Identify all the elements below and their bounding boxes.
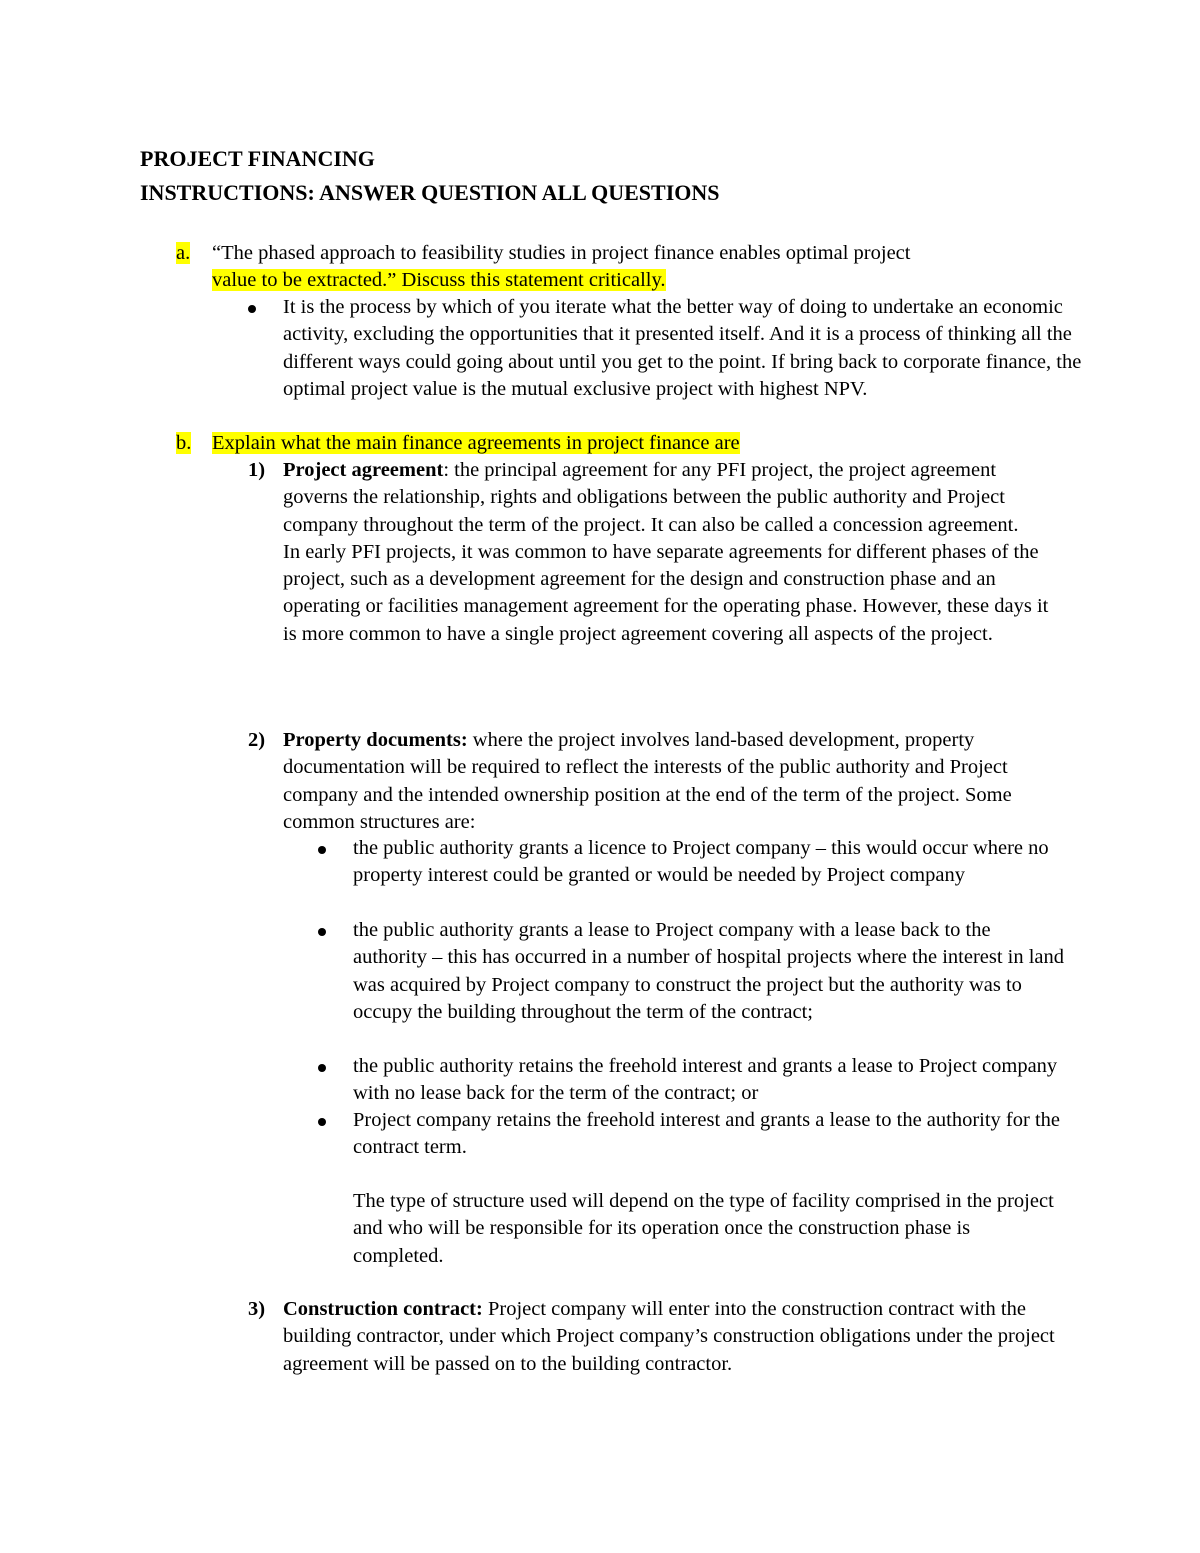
item-2-property-documents [283,727,1058,836]
property-bullet-4: Project company retains the freehold interest and grants a lease to the authority for the contract term. [353,1109,1060,1159]
bullet-icon [248,305,256,313]
bullet-icon [318,1118,326,1126]
item-2-number: 2) [248,729,266,751]
item-3-number: 3) [248,1298,266,1320]
question-b-text: Explain what the main finance agreements in project finance are [212,432,740,454]
question-a-text [212,240,1092,295]
document-title: PROJECT FINANCING [140,146,375,171]
question-a-marker: a. [176,242,191,264]
property-bullet-1: the public authority grants a licence to Project company – this would occur where no property interest could be granted or would be needed by Project company [353,837,1049,887]
property-bullet-3: the public authority retains the freehold interest and grants a lease to Project company with no lease back for the term of the contract; or [353,1055,1058,1105]
property-structure-note: The type of structure used will depend on the type of facility comprised in the project and who will be responsible for its operation once the construction phase is completed. [353,1190,1054,1267]
item-1-paragraph-2: In early PFI projects, it was common to have separate agreements for different phases of the project, such as a development agreement for the design and construction phase and an operating or facilities management agreement for the operating phase. However, these days it is more common to have a single project agreement covering all aspects of the project. [283,540,1049,645]
item-2-heading: Property documents: [283,729,468,751]
item-2-body: where the project involves land-based development, property documentation will be required to reflect the interests of the public authority and Project company and the intended ownership position at the end of the term of the project. Some common structures are: [283,729,1012,833]
bullet-icon [318,928,326,936]
bullet-icon [318,846,326,854]
question-a-line2: value to be extracted.” Discuss this statement critically. [212,269,666,292]
item-1-heading: Project agreement [283,459,444,481]
item-1-number: 1) [248,459,266,481]
item-3-construction-contract [283,1296,1063,1378]
bullet-icon [318,1064,326,1072]
question-b-marker: b. [176,432,192,454]
item-3-heading: Construction contract: [283,1298,483,1320]
question-a-line1: “The phased approach to feasibility studies in project finance enables optimal project [212,242,911,264]
item-1-project-agreement [283,457,1053,648]
property-bullet-2: the public authority grants a lease to Project company with a lease back to the authority – this has occurred in a number of hospital projects where the interest in land was acquired by Project company to construct the project but the authority was to occupy the building throughout the term of the contract; [353,919,1065,1023]
item-3-body: Project company will enter into the construction contract with the building contractor, under which Project company’s construction obligations under the project agreement will be passed on to the building contractor. [283,1298,1055,1375]
instructions-heading: INSTRUCTIONS: ANSWER QUESTION ALL QUESTIONS [140,180,720,205]
item-1-body: : the principal agreement for any PFI project, the project agreement governs the relationship, rights and obligations between the public authority and Project company throughout the term of the project. It can also be called a concession agreement. [283,459,1019,536]
question-a-answer: It is the process by which of you iterate what the better way of doing to undertake an economic activity, excluding the opportunities that it presented itself. And it is a process of thinking all the different ways could going about until you get to the point. If bring back to corporate finance, the optimal project value is the mutual exclusive project with highest NPV. [283,296,1082,400]
